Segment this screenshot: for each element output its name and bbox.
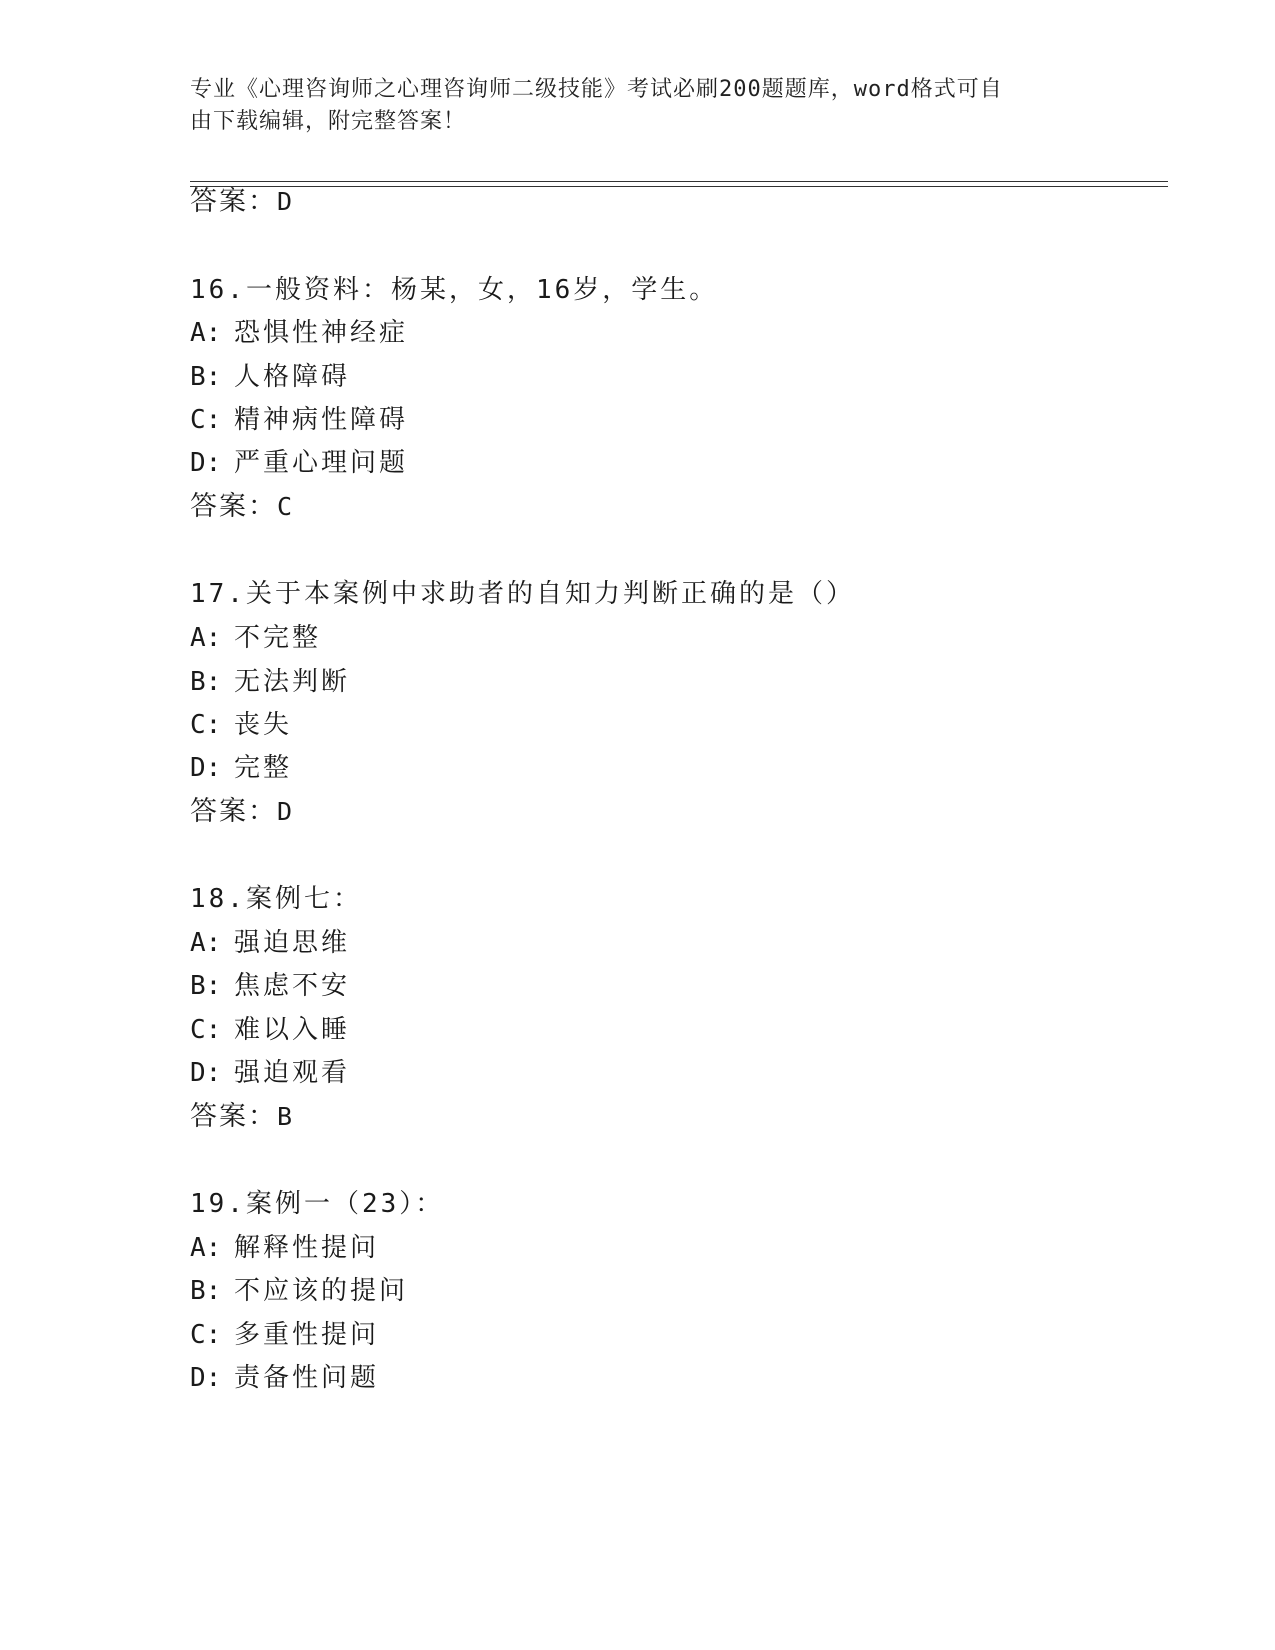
option-key: B: — [190, 1276, 222, 1306]
option-text: 多重性提问 — [234, 1320, 380, 1350]
option-text: 人格障碍 — [234, 362, 351, 392]
option-text: 责备性问题 — [234, 1363, 380, 1393]
option-text: 恐惧性神经症 — [234, 318, 409, 348]
answer-line-17 — [190, 796, 294, 828]
option-16-b — [190, 361, 350, 393]
option-text: 强迫思维 — [234, 928, 351, 958]
option-19-c — [190, 1319, 379, 1351]
option-16-c — [190, 404, 408, 436]
option-18-c — [190, 1014, 350, 1046]
option-key: C: — [190, 710, 222, 740]
option-text: 解释性提问 — [234, 1233, 380, 1263]
question-stem-17: 17.关于本案例中求助者的自知力判断正确的是（） — [190, 579, 855, 609]
option-key: A: — [190, 928, 222, 958]
option-key: A: — [190, 318, 222, 348]
option-key: D: — [190, 1058, 222, 1088]
answer-value: B — [277, 1102, 295, 1131]
option-key: D: — [190, 753, 222, 783]
option-text: 丧失 — [234, 710, 293, 740]
option-19-d — [190, 1362, 379, 1394]
option-19-a — [190, 1232, 379, 1264]
option-text: 完整 — [234, 753, 293, 783]
option-key: C: — [190, 405, 222, 435]
document-header — [190, 74, 1090, 138]
option-18-d — [190, 1057, 350, 1089]
answer-label: 答案： — [190, 1101, 277, 1132]
option-key: B: — [190, 362, 222, 392]
option-key: D: — [190, 1363, 222, 1393]
option-key: D: — [190, 448, 222, 478]
option-key: C: — [190, 1015, 222, 1045]
option-text: 精神病性障碍 — [234, 405, 409, 435]
answer-label: 答案： — [190, 796, 277, 827]
answer-line-prev — [190, 186, 294, 218]
answer-line-18 — [190, 1101, 294, 1133]
question-stem-16: 16.一般资料：杨某，女，16岁，学生。 — [190, 275, 719, 305]
option-17-b — [190, 666, 350, 698]
option-18-a — [190, 927, 350, 959]
question-stem-18: 18.案例七： — [190, 884, 362, 914]
option-key: A: — [190, 1233, 222, 1263]
option-text: 无法判断 — [234, 667, 351, 697]
option-key: B: — [190, 667, 222, 697]
answer-value: D — [277, 797, 295, 826]
option-key: C: — [190, 1320, 222, 1350]
option-16-a — [190, 317, 408, 349]
option-text: 严重心理问题 — [234, 448, 409, 478]
option-16-d — [190, 447, 408, 479]
option-key: B: — [190, 971, 222, 1001]
option-18-b — [190, 970, 350, 1002]
answer-value: C — [277, 492, 295, 521]
option-text: 不完整 — [234, 623, 322, 653]
option-text: 难以入睡 — [234, 1015, 351, 1045]
question-stem-19: 19.案例一（23）： — [190, 1189, 445, 1219]
header-line-1: 专业《心理咨询师之心理咨询师二级技能》考试必刷200题题库，word格式可自 — [190, 77, 1003, 102]
header-divider-top — [190, 181, 1168, 182]
answer-value: D — [277, 187, 295, 216]
answer-label: 答案： — [190, 491, 277, 522]
answer-line-16 — [190, 491, 294, 523]
option-text: 不应该的提问 — [234, 1276, 409, 1306]
option-text: 强迫观看 — [234, 1058, 351, 1088]
option-19-b — [190, 1275, 408, 1307]
header-divider-bottom — [190, 186, 1168, 187]
header-line-2: 由下载编辑，附完整答案！ — [190, 109, 467, 134]
option-key: A: — [190, 623, 222, 653]
answer-label: 答案： — [190, 186, 277, 217]
option-17-a — [190, 622, 321, 654]
option-text: 焦虑不安 — [234, 971, 351, 1001]
option-17-c — [190, 709, 292, 741]
option-17-d — [190, 752, 292, 784]
